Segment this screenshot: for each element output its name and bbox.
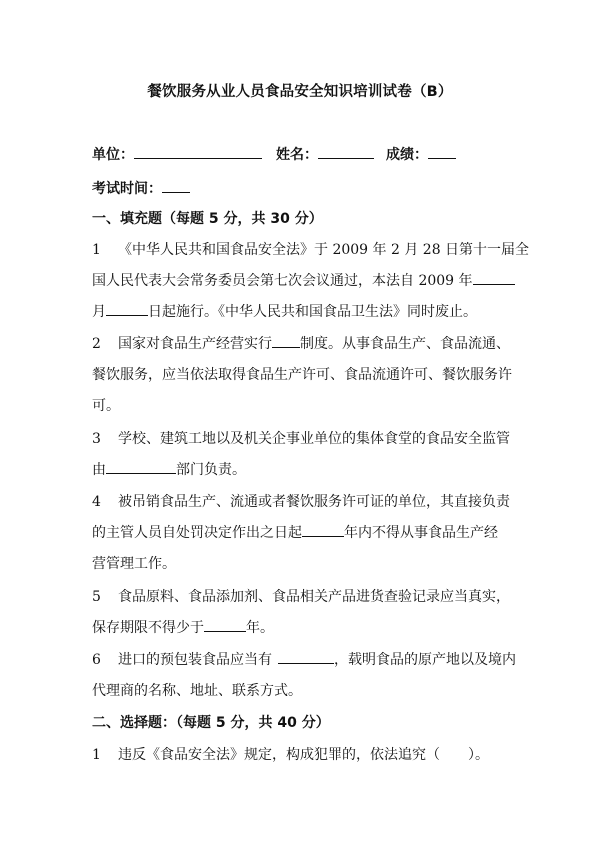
score-label: 成绩：	[386, 147, 428, 163]
q3-text-1: 学校、建筑工地以及机关企事业单位的集体食堂的食品安全监管	[118, 431, 510, 447]
q4-text-1: 被吊销食品生产、流通或者餐饮服务许可证的单位，其直接负责	[118, 494, 510, 510]
q6-text-1b: ，载明食品的原产地以及境内	[334, 652, 516, 668]
unit-blank[interactable]	[134, 144, 262, 159]
score-blank[interactable]	[428, 144, 456, 159]
q2-blank[interactable]	[272, 333, 300, 348]
q1-line-2	[92, 270, 515, 290]
q6-blank[interactable]	[278, 649, 334, 664]
q3-text-2b: 部门负责。	[176, 462, 246, 478]
q4-number: 4	[92, 494, 101, 510]
header-info-row	[92, 144, 456, 164]
section-fill-in-heading: 一、填充题（每题 5 分，共 30 分）	[92, 211, 323, 227]
q1-text-2: 国人民代表大会常务委员会第七次会议通过，本法自 2009 年	[92, 273, 473, 289]
q4-text-2a: 的主管人员自处罚决定作出之日起	[92, 525, 302, 541]
choice-q1-number: 1	[92, 747, 101, 763]
q4-line-2	[92, 522, 498, 542]
q1-number: 1	[92, 242, 101, 258]
unit-label: 单位：	[92, 147, 134, 163]
q2-line-1	[92, 333, 510, 353]
q6-line-2: 代理商的名称、地址、联系方式。	[92, 683, 302, 699]
q1-line-1	[92, 239, 529, 259]
q5-number: 5	[92, 589, 101, 605]
q4-text-2b: 年内不得从事食品生产经	[344, 525, 498, 541]
q1-blank-month[interactable]	[473, 270, 515, 285]
q2-text-1a: 国家对食品生产经营实行	[118, 336, 272, 352]
q5-text-1: 食品原料、食品添加剂、食品相关产品进货查验记录应当真实，	[118, 589, 510, 605]
q5-line-1	[92, 586, 510, 606]
q6-text-1a: 进口的预包装食品应当有	[118, 652, 272, 668]
q3-line-2	[92, 459, 246, 479]
q1-text-3a: 月	[92, 304, 106, 320]
q5-blank[interactable]	[204, 617, 246, 632]
q6-number: 6	[92, 652, 101, 668]
exam-time-label: 考试时间：	[92, 181, 162, 197]
q1-blank-day[interactable]	[106, 301, 148, 316]
q5-line-2	[92, 617, 274, 637]
q2-line-3: 可。	[92, 398, 120, 414]
section-choice-heading: 二、选择题：（每题 5 分，共 40 分）	[92, 715, 330, 731]
name-blank[interactable]	[318, 144, 374, 159]
q3-text-2a: 由	[92, 462, 106, 478]
q3-number: 3	[92, 431, 101, 447]
q3-blank[interactable]	[106, 459, 176, 474]
choice-q1-text: 违反《食品安全法》规定，构成犯罪的，依法追究（ ）。	[118, 747, 489, 763]
q5-text-2b: 年。	[246, 620, 274, 636]
q4-blank[interactable]	[302, 522, 344, 537]
q2-number: 2	[92, 336, 101, 352]
q1-text-1: 《中华人民共和国食品安全法》于 2009 年 2 月 28 日第十一届全	[118, 242, 530, 258]
exam-time-row	[92, 178, 190, 198]
name-label: 姓名：	[276, 147, 318, 163]
q4-line-3: 营管理工作。	[92, 556, 176, 572]
exam-title: 餐饮服务从业人员食品安全知识培训试卷（B）	[147, 84, 453, 100]
q4-line-1	[92, 491, 510, 511]
q5-text-2a: 保存期限不得少于	[92, 620, 204, 636]
q6-line-1	[92, 649, 516, 669]
q3-line-1	[92, 428, 510, 448]
q2-line-2: 餐饮服务，应当依法取得食品生产许可、食品流通许可、餐饮服务许	[92, 367, 512, 383]
q1-line-3	[92, 301, 477, 321]
q1-text-3b: 日起施行。《中华人民共和国食品卫生法》同时废止。	[148, 304, 477, 320]
choice-q1-line	[92, 744, 489, 764]
q2-text-1b: 制度。从事食品生产、食品流通、	[300, 336, 510, 352]
exam-time-blank[interactable]	[162, 178, 190, 193]
